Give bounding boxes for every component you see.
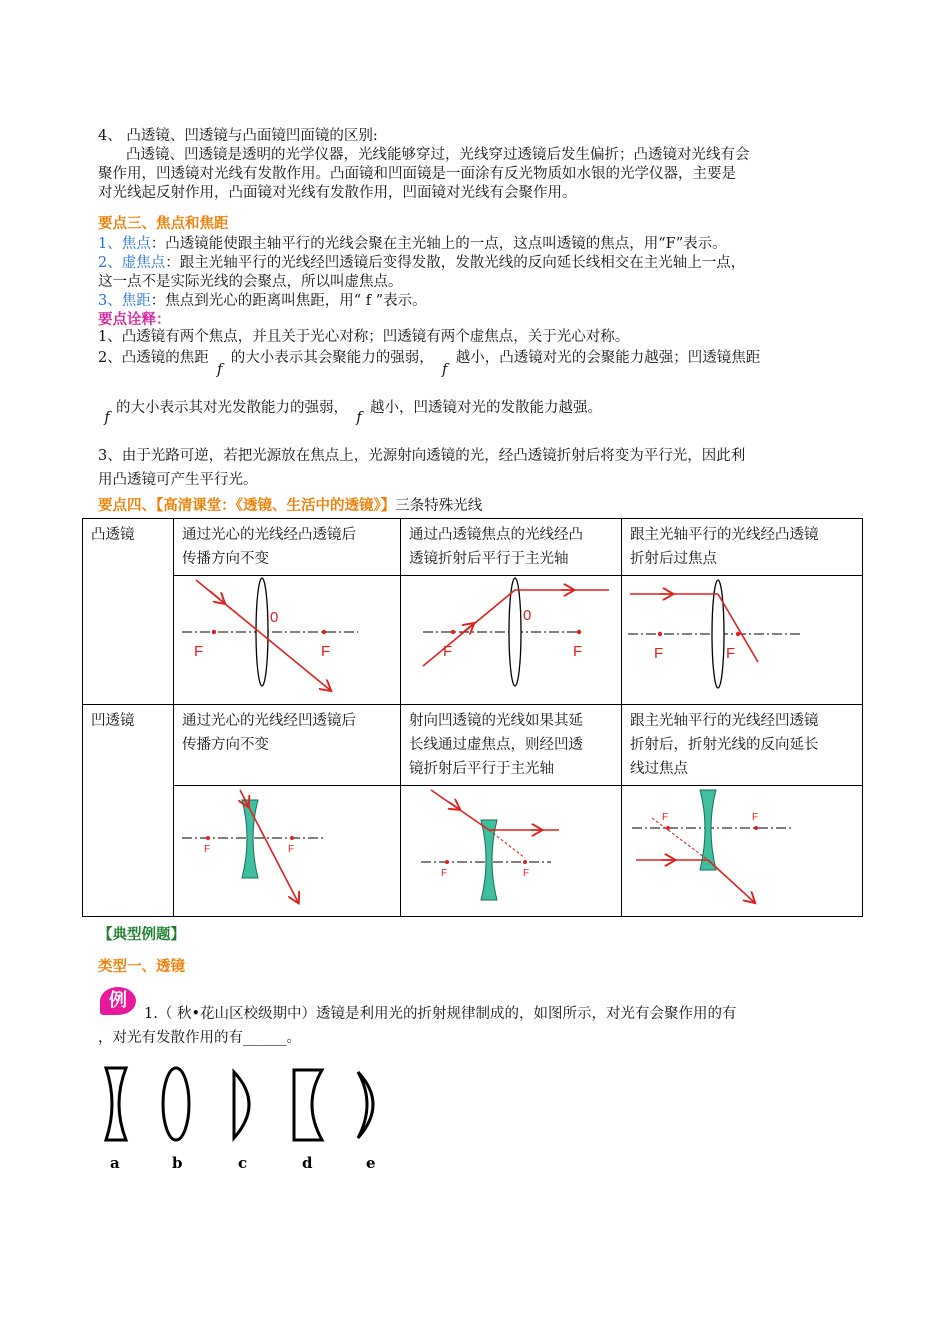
notes-heading: 要点诠释： xyxy=(98,311,171,328)
convex-diagram-2 xyxy=(401,576,622,705)
svg-text:F: F xyxy=(654,645,664,662)
section4-line3: 对光线起反射作用，凸面镜对光线有发散作用，凹面镜对光线有会聚作用。 xyxy=(98,185,577,201)
question-1-line1: 1.（ 秋•花山区校级期中）透镜是利用光的折射规律制成的，如图所示，对光有会聚作用的有 xyxy=(144,1006,737,1022)
svg-text:F: F xyxy=(662,812,669,823)
note-2-line2: f的大小表示其对光发散能力的强弱，f越小，凹透镜对光的发散能力越强。 xyxy=(98,399,858,418)
svg-text:F: F xyxy=(523,868,530,879)
f-symbol: f xyxy=(356,410,362,426)
note-1: 1、凸透镜有两个焦点，并且关于光心对称；凹透镜有两个虚焦点，关于光心对称。 xyxy=(98,329,630,345)
convex-diagram-3 xyxy=(622,576,863,705)
concave-desc-1: 通过光心的光线经凹透镜后 传播方向不变 xyxy=(174,705,401,786)
svg-text:F: F xyxy=(443,643,453,660)
svg-text:F: F xyxy=(573,643,583,660)
lens-b xyxy=(163,1068,189,1140)
convex-desc-2: 通过凸透镜焦点的光线经凸 透镜折射后平行于主光轴 xyxy=(401,519,622,576)
section4-line1: 凸透镜、凹透镜是透明的光学仪器，光线能够穿过，光线穿过透镜后发生偏折；凸透镜对光线有会 xyxy=(126,147,750,163)
examples-heading: 【典型例题】 xyxy=(98,926,185,943)
special-rays-table xyxy=(82,518,863,917)
svg-text:F: F xyxy=(194,643,204,660)
lens-label-c: c xyxy=(238,1154,248,1172)
concave-desc-2: 射向凹透镜的光线如果其延 长线通过虚焦点，则经凹透 镜折射后平行于主光轴 xyxy=(401,705,622,786)
virtual-focus-def-2: 这一点不是实际光线的会聚点，所以叫虚焦点。 xyxy=(98,274,403,290)
convex-diagram-1 xyxy=(174,576,401,705)
lens-label-b: b xyxy=(172,1154,183,1172)
f-symbol: f xyxy=(104,410,110,426)
example-badge: 例 xyxy=(100,987,136,1015)
concave-diagram-3 xyxy=(622,786,863,917)
concave-label: 凹透镜 xyxy=(83,705,174,917)
svg-text:F: F xyxy=(726,645,736,662)
lens-e xyxy=(358,1072,373,1138)
virtual-focus-label: 2、虚焦点 xyxy=(98,255,166,271)
note-3-line1: 3、由于光路可逆，若把光源放在焦点上，光源射向透镜的光，经凸透镜折射后将变为平行光，因此利 xyxy=(98,448,746,464)
convex-label: 凸透镜 xyxy=(83,519,174,705)
point4-heading: 要点四、【高清课堂：《透镜、生活中的透镜》】三条特殊光线 xyxy=(98,497,483,514)
concave-diagram-1 xyxy=(174,786,401,917)
note-2-line1: 2、凸透镜的焦距f的大小表示其会聚能力的强弱，f越小，凸透镜对光的会聚能力越强；凹透镜焦距 xyxy=(98,350,761,378)
convex-desc-1: 通过光心的光线经凸透镜后 传播方向不变 xyxy=(174,519,401,576)
note-3-line2: 用凸透镜可产生平行光。 xyxy=(98,472,258,488)
type1-heading: 类型一、透镜 xyxy=(98,958,185,975)
concave-diagram-2 xyxy=(401,786,622,917)
concave-desc-3: 跟主光轴平行的光线经凹透镜 折射后，折射光线的反向延长 线过焦点 xyxy=(622,705,863,786)
svg-text:F: F xyxy=(288,844,295,855)
focus-def: 1、焦点：凸透镜能使跟主轴平行的光线会聚在主光轴上的一点，这点叫透镜的焦点，用“F”表示。 xyxy=(98,236,727,252)
convex-desc-3: 跟主光轴平行的光线经凸透镜 折射后过焦点 xyxy=(622,519,863,576)
f-symbol: f xyxy=(217,362,223,378)
section4-title: 4、 凸透镜、凹透镜与凸面镜凹面镜的区别: xyxy=(98,128,378,144)
focal-length-label: 3、焦距 xyxy=(98,293,151,309)
lens-d xyxy=(294,1070,322,1140)
lens-label-e: e xyxy=(366,1154,376,1172)
svg-text:0: 0 xyxy=(523,607,532,624)
lens-label-a: a xyxy=(110,1154,120,1172)
svg-text:0: 0 xyxy=(270,609,279,626)
svg-text:F: F xyxy=(321,643,331,660)
svg-text:F: F xyxy=(204,844,211,855)
section4-line2: 聚作用，凹透镜对光线有发散作用。凸面镜和凹面镜是一面涂有反光物质如水银的光学仪器，主要是 xyxy=(98,166,736,182)
lens-c xyxy=(234,1072,249,1138)
point3-heading: 要点三、焦点和焦距 xyxy=(98,215,229,232)
svg-text:F: F xyxy=(752,812,759,823)
question-1-line2: ，对光有发散作用的有______。 xyxy=(98,1030,301,1046)
lens-label-d: d xyxy=(302,1154,313,1172)
f-symbol: f xyxy=(442,362,448,378)
svg-text:F: F xyxy=(441,868,448,879)
focus-label: 1、焦点 xyxy=(98,236,151,252)
lens-a xyxy=(106,1068,126,1140)
virtual-focus-def: 2、虚焦点：跟主光轴平行的光线经凹透镜后变得发散，发散光线的反向延长线相交在主光轴上一点， xyxy=(98,255,746,271)
focal-length-def: 3、焦距：焦点到光心的距离叫焦距，用“ f ”表示。 xyxy=(98,293,427,309)
lens-shapes-figure xyxy=(96,1062,396,1178)
